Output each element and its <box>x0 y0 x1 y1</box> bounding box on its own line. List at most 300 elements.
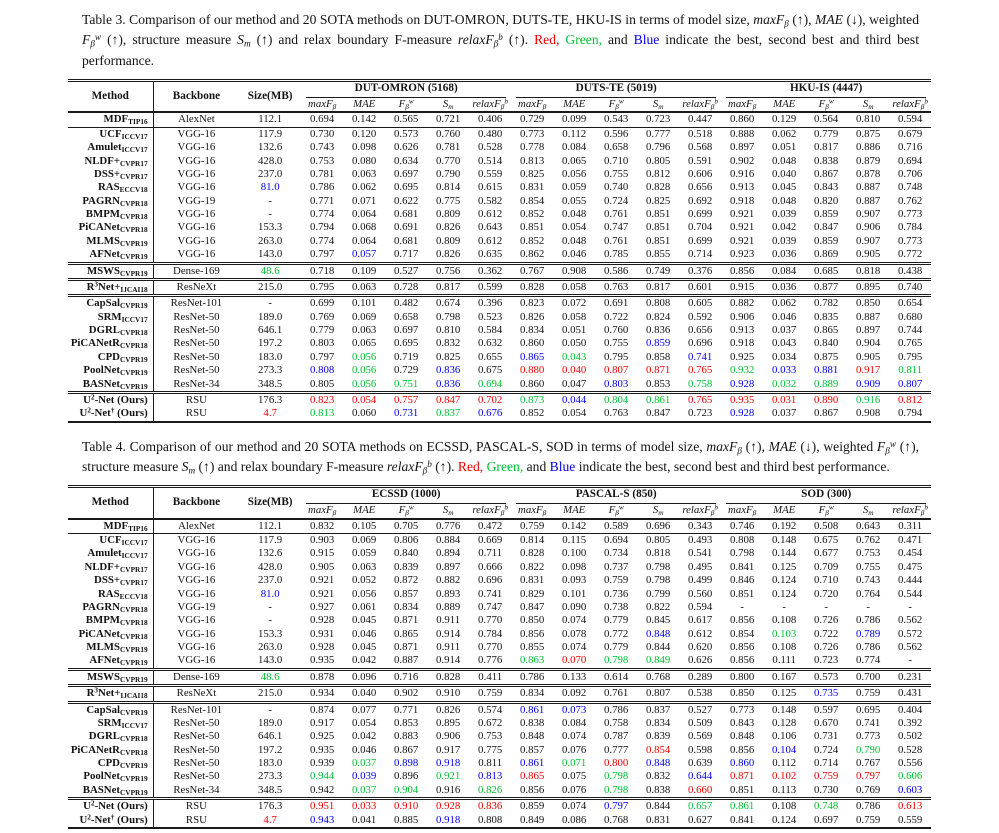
metric-cell <box>805 195 847 208</box>
metric-cell <box>847 717 889 730</box>
metric-value: 0.759 <box>604 574 629 587</box>
table-row <box>68 392 931 407</box>
metric-cell <box>805 127 847 141</box>
metric-value: 0.635 <box>478 248 503 261</box>
backbone-cell: RSU <box>185 407 207 420</box>
metric-value: 0.056 <box>352 350 377 363</box>
backbone-cell: VGG-16 <box>177 560 216 573</box>
metric-cell <box>763 181 805 194</box>
metric-value: 0.043 <box>562 350 587 363</box>
metric-value: 0.765 <box>688 393 713 406</box>
metric-cell <box>721 784 763 799</box>
metric-cell <box>385 127 427 141</box>
metric-value: 0.898 <box>394 757 419 770</box>
method-cell: $BMPM_{CVPR18}$ <box>68 614 153 627</box>
table-row <box>68 669 931 685</box>
metric-value: 0.124 <box>772 813 797 826</box>
metric-value: 0.543 <box>604 113 629 126</box>
metric-cell <box>637 195 679 208</box>
metric-value: 0.858 <box>646 350 671 363</box>
metric-cell <box>889 263 931 279</box>
metric-value: 0.828 <box>436 670 461 683</box>
metric-cell <box>847 311 889 324</box>
metric-value: 0.514 <box>478 154 503 167</box>
metric-value: 0.106 <box>772 730 797 743</box>
metric-cell <box>469 364 511 377</box>
metric-cell <box>511 208 553 221</box>
backbone-cell: VGG-16 <box>177 641 216 654</box>
metric-value: 263.0 <box>258 641 283 654</box>
table-row <box>68 181 931 194</box>
metric-cell <box>553 730 595 743</box>
metric-value: 0.562 <box>898 641 923 654</box>
size-cell <box>239 686 301 702</box>
backbone-cell: AlexNet <box>178 113 215 126</box>
metric-value: 0.741 <box>688 350 713 363</box>
metric-cell <box>763 168 805 181</box>
metric-value: 4.7 <box>263 813 277 826</box>
backbone-cell: VGG-16 <box>177 234 216 247</box>
metric-value: 0.865 <box>394 627 419 640</box>
size-cell <box>239 279 301 295</box>
metric-cell <box>301 702 343 717</box>
metric-value: 0.078 <box>562 627 587 640</box>
metric-cell <box>427 588 469 601</box>
metric-cell <box>553 407 595 421</box>
caption-segment: Green, <box>565 32 603 48</box>
metric-value: 0.045 <box>772 181 797 194</box>
metric-value: 0.808 <box>478 813 503 826</box>
metric-cell <box>595 311 637 324</box>
metric-value: 0.626 <box>394 141 419 154</box>
metric-value: 0.785 <box>604 248 629 261</box>
metric-value: 0.746 <box>730 519 755 532</box>
metric-cell <box>679 654 721 669</box>
metric-value: 0.626 <box>688 654 713 667</box>
metric-cell <box>427 324 469 337</box>
metric-cell <box>637 248 679 263</box>
metric-cell <box>847 757 889 770</box>
metric-cell <box>595 392 637 407</box>
caption-segment: relaxF$_\beta^b$ <box>457 32 503 49</box>
metric-value: 0.495 <box>688 560 713 573</box>
metric-value: 0.826 <box>478 783 503 796</box>
size-cell <box>239 392 301 407</box>
metric-cell <box>805 686 847 702</box>
metric-cell <box>805 730 847 743</box>
metric-cell <box>679 730 721 743</box>
metric-value: 0.878 <box>856 167 881 180</box>
metric-value: 0.913 <box>730 324 755 337</box>
metric-cell <box>847 784 889 799</box>
metric-cell <box>721 311 763 324</box>
table-row <box>68 311 931 324</box>
metric-value: 0.806 <box>394 534 419 547</box>
metric-value: 0.596 <box>604 127 629 140</box>
metric-value: 0.057 <box>352 248 377 261</box>
metric-value: 0.695 <box>394 181 419 194</box>
metric-value: 0.905 <box>856 350 881 363</box>
metric-value: 0.726 <box>814 614 839 627</box>
metric-cell <box>805 614 847 627</box>
metric-value: 0.074 <box>562 614 587 627</box>
dataset-header: PASCAL-S (850) <box>511 487 721 504</box>
metric-value: 0.709 <box>814 560 839 573</box>
metric-value: 0.093 <box>562 574 587 587</box>
backbone-cell: VGG-16 <box>177 614 216 627</box>
metric-value: 0.813 <box>310 407 335 420</box>
metric-value: 0.850 <box>730 687 755 700</box>
metric-cell <box>427 717 469 730</box>
size-cell <box>239 628 301 641</box>
metric-cell <box>553 141 595 154</box>
metric-value: 0.865 <box>520 350 545 363</box>
metric-value: 0.039 <box>772 208 797 221</box>
metric-value: 0.942 <box>310 783 335 796</box>
metric-cell <box>595 601 637 614</box>
metric-cell <box>343 155 385 168</box>
metric-cell <box>553 279 595 295</box>
metric-cell <box>805 588 847 601</box>
metric-value: 0.797 <box>856 770 881 783</box>
metric-cell <box>469 141 511 154</box>
metric-cell <box>385 519 427 534</box>
metric-cell <box>679 155 721 168</box>
metric-cell <box>427 757 469 770</box>
metric-cell <box>763 574 805 587</box>
caption-segment: Blue <box>633 32 660 48</box>
metric-cell <box>805 519 847 534</box>
metric-value: 0.731 <box>814 730 839 743</box>
metric-value: 0.108 <box>772 641 797 654</box>
metric-value: 273.3 <box>258 770 283 783</box>
table-row <box>68 337 931 350</box>
metric-cell <box>637 702 679 717</box>
metric-value: 0.717 <box>394 248 419 261</box>
metric-cell <box>595 641 637 654</box>
metric-value: 0.852 <box>520 407 545 420</box>
metric-value: 0.670 <box>814 716 839 729</box>
metric-cell <box>637 337 679 350</box>
metric-value: 0.921 <box>730 221 755 234</box>
size-cell <box>239 364 301 377</box>
metric-header: relaxF$_\beta^b$ <box>679 98 721 112</box>
metric-cell <box>343 799 385 814</box>
backbone-cell: VGG-16 <box>177 208 216 221</box>
header-row-datasets <box>68 81 931 98</box>
metric-value: 0.814 <box>436 181 461 194</box>
metric-value: 0.716 <box>394 670 419 683</box>
metric-cell <box>427 641 469 654</box>
metric-cell <box>343 757 385 770</box>
backbone-cell: ResNet-50 <box>173 364 220 377</box>
metric-value: 0.852 <box>520 208 545 221</box>
backbone-cell: VGG-16 <box>177 141 216 154</box>
metric-value: 0.148 <box>772 703 797 716</box>
metric-cell <box>385 669 427 685</box>
metric-value: 0.856 <box>730 614 755 627</box>
metric-value: 0.871 <box>730 770 755 783</box>
metric-cell <box>763 337 805 350</box>
metric-value: 0.770 <box>478 614 503 627</box>
metric-value: 0.098 <box>562 560 587 573</box>
metric-cell <box>511 547 553 560</box>
metric-cell <box>805 221 847 234</box>
metric-cell <box>301 770 343 783</box>
metric-value: 0.042 <box>772 221 797 234</box>
metric-cell <box>427 799 469 814</box>
metric-cell <box>385 337 427 350</box>
metric-cell <box>385 392 427 407</box>
table-row <box>68 351 931 364</box>
metric-value: 0.836 <box>436 377 461 390</box>
metric-cell <box>469 221 511 234</box>
metric-value: 0.847 <box>520 600 545 613</box>
metric-cell <box>721 112 763 127</box>
metric-cell <box>889 686 931 702</box>
metric-cell <box>637 654 679 669</box>
metric-cell <box>763 702 805 717</box>
metric-cell <box>553 519 595 534</box>
table-3-caption <box>82 10 919 71</box>
metric-cell <box>469 669 511 685</box>
metric-value: 0.846 <box>730 574 755 587</box>
metric-value: 0.882 <box>436 574 461 587</box>
metric-cell <box>679 702 721 717</box>
metric-cell <box>637 127 679 141</box>
metric-cell <box>763 814 805 828</box>
metric-value: 189.0 <box>258 716 283 729</box>
metric-cell <box>343 730 385 743</box>
metric-value: 0.786 <box>856 800 881 813</box>
metric-cell <box>763 263 805 279</box>
metric-cell <box>553 601 595 614</box>
metric-cell <box>637 519 679 534</box>
metric-header: maxF$_\beta$ <box>721 98 763 112</box>
metric-cell <box>637 814 679 828</box>
metric-value: 0.681 <box>394 208 419 221</box>
metric-value: 0.867 <box>814 407 839 420</box>
metric-cell <box>427 534 469 548</box>
table-4 <box>68 485 931 829</box>
metric-value: 0.776 <box>478 654 503 667</box>
size-cell <box>239 784 301 799</box>
metric-value: - <box>268 297 272 310</box>
metric-value: 0.854 <box>520 194 545 207</box>
backbone-cell: ResNet-50 <box>173 757 220 770</box>
metric-cell <box>385 311 427 324</box>
metric-value: 0.787 <box>604 730 629 743</box>
metric-value: 0.905 <box>310 560 335 573</box>
metric-value: 0.043 <box>772 337 797 350</box>
metric-value: 0.564 <box>814 113 839 126</box>
metric-cell <box>721 744 763 757</box>
metric-cell <box>301 296 343 311</box>
caption-segment: (↑), <box>741 438 769 454</box>
metric-header: relaxF$_\beta^b$ <box>469 98 511 112</box>
metric-value: 0.064 <box>352 208 377 221</box>
metric-value: 81.0 <box>260 587 280 600</box>
metric-value: 0.090 <box>562 600 587 613</box>
metric-cell <box>637 547 679 560</box>
metric-cell <box>427 351 469 364</box>
metric-cell <box>847 702 889 717</box>
metric-value: 0.756 <box>436 264 461 277</box>
metric-cell <box>385 378 427 393</box>
metric-value: 0.762 <box>898 194 923 207</box>
backbone-cell: VGG-16 <box>177 574 216 587</box>
metric-cell <box>847 127 889 141</box>
metric-cell <box>469 628 511 641</box>
metric-cell <box>427 814 469 828</box>
metric-cell <box>763 351 805 364</box>
metric-value: 0.773 <box>856 730 881 743</box>
metric-value: 0.829 <box>520 587 545 600</box>
backbone-cell: ResNet-50 <box>173 350 220 363</box>
metric-value: 0.839 <box>394 560 419 573</box>
metric-cell <box>427 235 469 248</box>
metric-value: 0.720 <box>814 587 839 600</box>
caption-segment: MAE <box>768 438 797 454</box>
metric-value: 0.070 <box>562 654 587 667</box>
metric-value: 0.729 <box>394 364 419 377</box>
metric-cell <box>721 717 763 730</box>
metric-cell <box>889 208 931 221</box>
metric-cell <box>889 127 931 141</box>
metric-value: 0.054 <box>562 221 587 234</box>
metric-value: 0.493 <box>688 534 713 547</box>
metric-value: 0.774 <box>856 654 881 667</box>
metric-cell <box>805 248 847 263</box>
metric-cell <box>595 799 637 814</box>
metric-value: 0.099 <box>562 113 587 126</box>
metric-cell <box>427 744 469 757</box>
metric-cell <box>847 168 889 181</box>
metric-cell <box>847 235 889 248</box>
col-header-method: Method <box>68 81 153 113</box>
metric-cell <box>427 296 469 311</box>
metric-cell <box>511 534 553 548</box>
metric-cell <box>595 561 637 574</box>
metric-value: 0.794 <box>898 407 923 420</box>
metric-value: 0.148 <box>772 534 797 547</box>
metric-value: 0.603 <box>898 783 923 796</box>
metric-cell <box>301 784 343 799</box>
metric-cell <box>679 195 721 208</box>
metric-value: 112.1 <box>258 113 283 126</box>
metric-value: 0.915 <box>310 547 335 560</box>
metric-cell <box>469 547 511 560</box>
metric-value: 0.059 <box>352 547 377 560</box>
metric-value: 0.047 <box>562 377 587 390</box>
metric-cell <box>343 181 385 194</box>
metric-value: 0.702 <box>478 393 503 406</box>
metric-value: 0.051 <box>772 141 797 154</box>
metric-cell <box>889 351 931 364</box>
metric-value: 0.128 <box>772 716 797 729</box>
metric-cell <box>805 814 847 828</box>
table-row <box>68 814 931 828</box>
metric-value: 0.042 <box>352 654 377 667</box>
metric-value: 0.751 <box>394 377 419 390</box>
metric-cell <box>805 263 847 279</box>
metric-cell <box>763 770 805 783</box>
metric-cell <box>721 814 763 828</box>
metric-value: 0.753 <box>478 730 503 743</box>
metric-value: 0.811 <box>898 364 923 377</box>
metric-cell <box>469 155 511 168</box>
metric-value: 0.046 <box>352 627 377 640</box>
metric-cell <box>343 770 385 783</box>
metric-value: 0.771 <box>394 703 419 716</box>
size-cell <box>239 574 301 587</box>
metric-value: - <box>268 703 272 716</box>
metric-cell <box>511 263 553 279</box>
metric-value: 0.696 <box>478 574 503 587</box>
size-cell <box>239 407 301 421</box>
backbone-cell: ResNet-50 <box>173 310 220 323</box>
metric-cell <box>889 534 931 548</box>
metric-cell <box>847 351 889 364</box>
metric-value: 0.837 <box>646 703 671 716</box>
metric-value: 0.928 <box>310 614 335 627</box>
metric-cell <box>637 799 679 814</box>
table-row <box>68 235 931 248</box>
metric-cell <box>385 686 427 702</box>
metric-cell <box>637 757 679 770</box>
backbone-cell: VGG-16 <box>177 221 216 234</box>
metric-value: 0.897 <box>436 560 461 573</box>
metric-value: 646.1 <box>258 730 283 743</box>
metric-cell <box>301 614 343 627</box>
metric-value: 0.849 <box>520 813 545 826</box>
metric-cell <box>469 407 511 421</box>
metric-cell <box>385 641 427 654</box>
metric-cell <box>469 574 511 587</box>
col-header-backbone: Backbone <box>153 81 239 113</box>
metric-cell <box>511 407 553 421</box>
metric-cell <box>511 799 553 814</box>
metric-cell <box>469 311 511 324</box>
metric-cell <box>763 601 805 614</box>
metric-value: 0.925 <box>310 730 335 743</box>
metric-cell <box>427 337 469 350</box>
metric-cell <box>763 628 805 641</box>
metric-header: $F_\beta^w$ <box>385 98 427 112</box>
metric-cell <box>847 770 889 783</box>
metric-value: 0.753 <box>310 154 335 167</box>
backbone-cell: VGG-19 <box>177 600 216 613</box>
metric-value: 0.622 <box>394 194 419 207</box>
table-row <box>68 686 931 702</box>
metric-value: 0.773 <box>730 703 755 716</box>
method-cell: $NLDF+_{CVPR17}$ <box>68 561 153 574</box>
metric-value: 0.818 <box>856 264 881 277</box>
metric-value: 0.915 <box>730 280 755 293</box>
metric-value: 0.832 <box>646 770 671 783</box>
metric-cell <box>385 534 427 548</box>
metric-cell <box>553 702 595 717</box>
metric-cell <box>301 127 343 141</box>
metric-value: 0.828 <box>646 181 671 194</box>
metric-value: 237.0 <box>258 574 283 587</box>
method-cell: $DSS+_{CVPR17}$ <box>68 168 153 181</box>
metric-value: 0.054 <box>352 393 377 406</box>
metric-value: 0.935 <box>310 654 335 667</box>
metric-cell <box>469 263 511 279</box>
metric-cell <box>301 744 343 757</box>
metric-cell <box>511 628 553 641</box>
